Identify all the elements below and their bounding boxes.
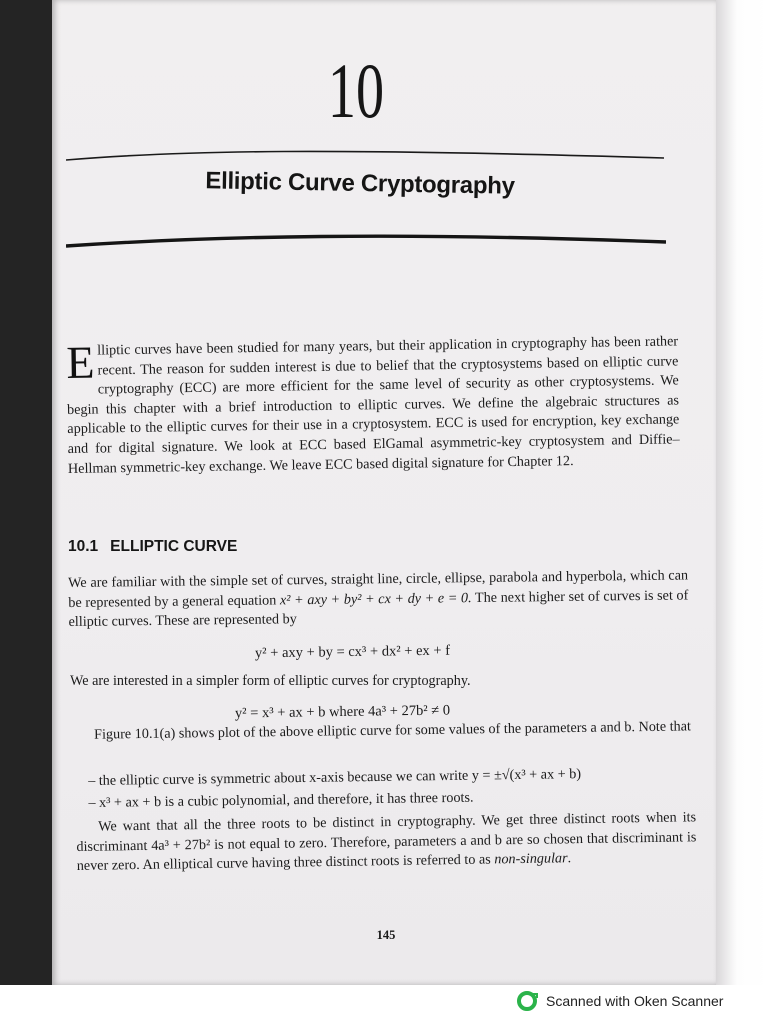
paragraph-end: . [567,850,572,867]
term-non-singular: non-singular [494,850,568,868]
oken-scanner-logo-icon [516,990,538,1012]
paragraph-text-2: The next higher set of curves is set of elliptic curves. These are represented by [68,587,689,631]
paragraph-simpler-form: We are interested in a simpler form of elliptic curves for cryptography. [70,673,471,689]
section-title: ELLIPTIC CURVE [110,538,238,555]
page-edge [716,0,768,985]
paragraph-curves [68,566,689,632]
general-equation: x² + axy + by² + cx + dy + e = 0. [279,589,472,609]
scanner-watermark [516,990,723,1012]
chapter-rule-bottom [66,222,666,252]
note-list [88,761,699,814]
equation-general-elliptic: y² + axy + by = cx³ + dx² + ex + f [254,642,451,662]
intro-paragraph [66,332,680,479]
dropcap: E [65,336,95,388]
paragraph-text: We want that all the three roots to be distinct in cryptography. We get three distinct roots when its discriminant 4a³ + 27b² is not equal to zero. Therefore, parameters a and b are so chosen that discriminant is never zero. An elliptical curve having three distinct roots is referred to as [76,809,697,875]
paragraph-distinct-roots [76,808,697,877]
section-number: 10.1 [68,538,99,555]
equation-simple-elliptic: y² = x³ + ax + b where 4a³ + 27b² ≠ 0 [234,702,451,722]
scanner-watermark-text: Scanned with Oken Scanner [546,993,724,1009]
chapter-title: Elliptic Curve Cryptography [205,167,515,200]
paragraph-figure-ref: Figure 10.1(a) shows plot of the above elliptic curve for some values of the parameters a and b. Note that [94,718,692,743]
page-number: 145 [376,928,396,942]
section-heading [68,538,468,556]
list-item: – the elliptic curve is symmetric about x-axis because we can write y = ±√(x³ + ax + b) [88,766,582,789]
intro-text: lliptic curves have been studied for many years, but their application in cryptography has been rather recent. The reason for sudden interest is due to belief that the cryptosystems based on elliptic curve cryptography (ECC) are more efficient for the same level of security as other cryptosystems. We begin this chapter with a brief introduction to elliptic curves. We define the algebraic structures as applicable to the elliptic curves for their use in a cryptosystem. ECC is used for encryption, key exchange and for digital signature. We look at ECC based ElGamal asymmetric-key cryptosystem and Diffie–Hellman symmetric-key exchange. We leave ECC based digital signature for Chapter 12. [66,333,680,477]
list-item: – x³ + ax + b is a cubic polynomial, and therefore, it has three roots. [88,789,474,811]
chapter-rule-top [66,128,664,168]
paragraph-text: We are familiar with the simple set of curves, straight line, circle, ellipse, parabola and hyperbola, which can be represented by a general equation [68,567,689,611]
chapter-number: 10 [327,47,385,134]
